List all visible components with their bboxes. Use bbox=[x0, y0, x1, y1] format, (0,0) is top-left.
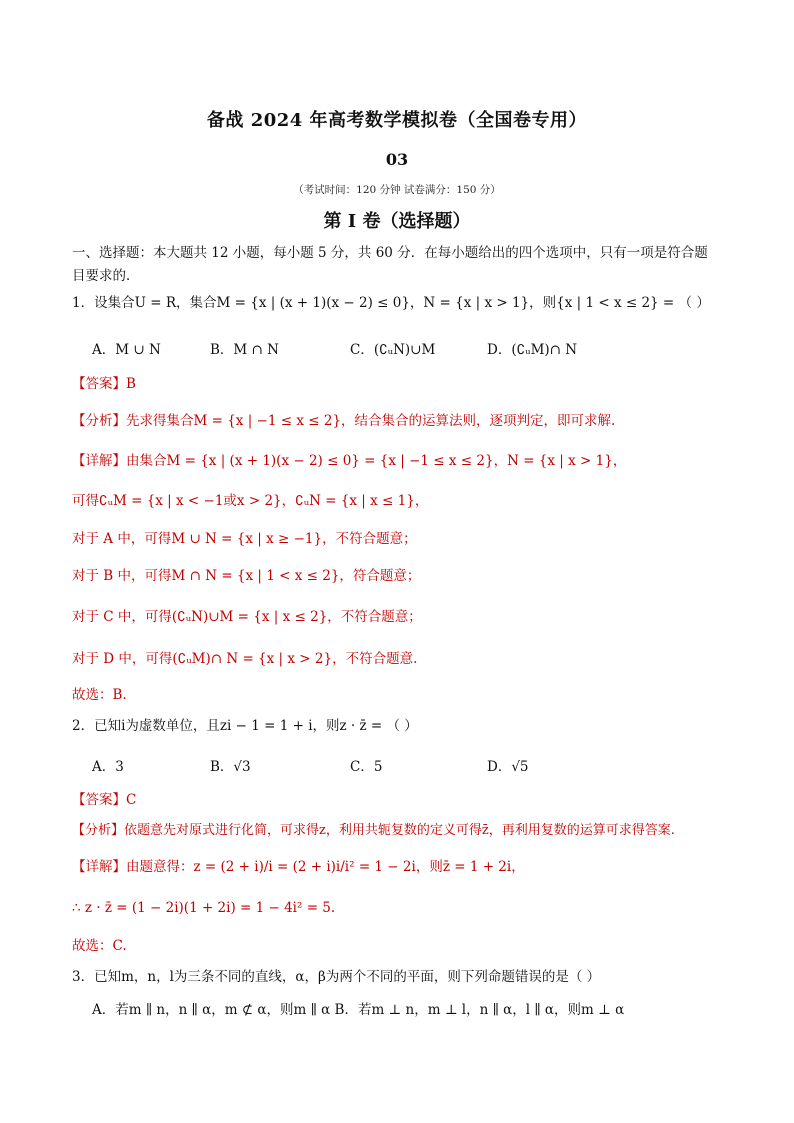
analysis-tag: 【分析】 bbox=[72, 413, 126, 429]
q2-detail bbox=[72, 858, 525, 876]
q2-option-a: A．3 bbox=[92, 759, 124, 775]
q1-option-c: C．(∁ᵤN)∪M bbox=[350, 342, 436, 358]
answer-tag: 【答案】 bbox=[72, 792, 126, 808]
q2-detail-line-2: ∴ z · z̄ = (1 − 2i)(1 + 2i) = 1 − 4i² = 5. bbox=[72, 900, 336, 916]
analysis-tag: 【分析】 bbox=[72, 823, 125, 838]
intro-line-1: 一、选择题：本大题共 12 小题，每小题 5 分，共 60 分．在每小题给出的四个选项中，只有一项是符合题 bbox=[72, 245, 708, 261]
part-heading: 第 I 卷（选择题） bbox=[323, 211, 471, 232]
answer-tag: 【答案】 bbox=[72, 376, 126, 392]
q3-stem: 3．已知m，n，l为三条不同的直线，α，β为两个不同的平面，则下列命题错误的是（ ） bbox=[72, 969, 601, 985]
q1-detail-line-6: 对于 D 中，可得(∁ᵤM)∩ N = {x | x > 2}，不符合题意. bbox=[72, 651, 418, 667]
q1-detail-line-4: 对于 B 中，可得M ∩ N = {x | 1 < x ≤ 2}，符合题意； bbox=[72, 568, 421, 584]
q2-analysis bbox=[72, 822, 675, 840]
q1-stem: 1．设集合U = R，集合M = {x | (x + 1)(x − 2) ≤ 0}，N = {x | x > 1}，则{x | 1 < x ≤ 2} = （ ） bbox=[72, 295, 710, 311]
q2-answer bbox=[72, 791, 136, 809]
page-title: 备战 2024 年高考数学模拟卷（全国卷专用） bbox=[206, 110, 588, 131]
analysis-text: 先求得集合M = {x | −1 ≤ x ≤ 2}，结合集合的运算法则，逐项判定，即可求解. bbox=[126, 413, 616, 429]
answer-value: C bbox=[126, 792, 137, 808]
q1-analysis bbox=[72, 412, 615, 430]
q2-option-c: C．5 bbox=[350, 759, 383, 775]
q3-options-ab: A．若m ∥ n，n ∥ α，m ⊄ α，则m ∥ α B．若m ⊥ n，m ⊥ l，n ∥ α，l ∥ α，则m ⊥ α bbox=[92, 1002, 625, 1018]
answer-value: B bbox=[126, 376, 136, 392]
q2-option-d: D．√5 bbox=[487, 759, 529, 775]
q1-detail-line-3: 对于 A 中，可得M ∪ N = {x | x ≥ −1}，不符合题意； bbox=[72, 531, 417, 547]
q1-option-b: B．M ∩ N bbox=[210, 342, 279, 358]
q1-option-a: A．M ∪ N bbox=[92, 342, 161, 358]
detail-text: 由集合M = {x | (x + 1)(x − 2) ≤ 0} = {x | −1 ≤ x ≤ 2}，N = {x | x > 1}， bbox=[126, 453, 627, 469]
q1-answer bbox=[72, 375, 136, 393]
detail-text: 由题意得：z = (2 + i)/i = (2 + i)i/i² = 1 − 2i，则z̄ = 1 + 2i， bbox=[126, 859, 525, 875]
exam-meta: （考试时间：120 分钟 试卷满分：150 分） bbox=[293, 184, 501, 196]
q1-detail-line-2: 可得∁ᵤM = {x | x < −1或x > 2}，∁ᵤN = {x | x ≤ 1}， bbox=[72, 493, 429, 509]
q2-stem: 2．已知i为虚数单位，且zi − 1 = 1 + i，则z · z̄ = （ ） bbox=[72, 718, 418, 734]
q1-detail bbox=[72, 452, 626, 470]
q1-option-d: D．(∁ᵤM)∩ N bbox=[487, 342, 578, 358]
paper-number: 03 bbox=[385, 150, 409, 169]
q1-detail-line-5: 对于 C 中，可得(∁ᵤN)∪M = {x | x ≤ 2}，不符合题意； bbox=[72, 609, 422, 625]
q2-option-b: B．√3 bbox=[210, 759, 251, 775]
detail-tag: 【详解】 bbox=[72, 859, 126, 875]
q2-choose: 故选：C. bbox=[72, 938, 127, 954]
analysis-text: 依题意先对原式进行化简，可求得z，利用共轭复数的定义可得z̄，再利用复数的运算可求得答案. bbox=[124, 823, 675, 838]
q1-choose: 故选：B. bbox=[72, 687, 127, 703]
intro-line-2: 目要求的． bbox=[72, 268, 140, 284]
detail-tag: 【详解】 bbox=[72, 453, 126, 469]
